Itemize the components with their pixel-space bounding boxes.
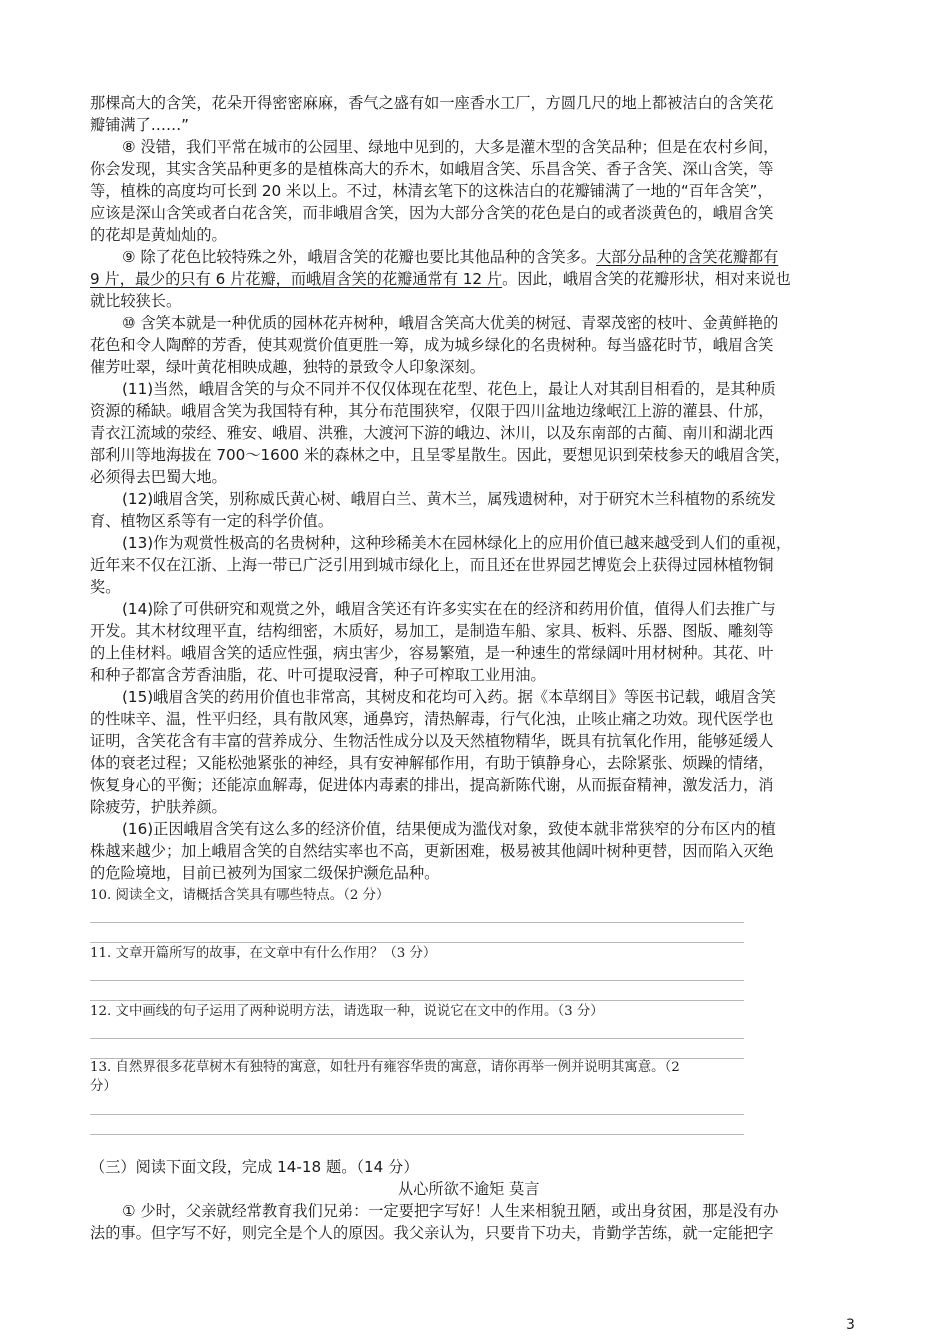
text-line: 资源的稀缺。峨眉含笑为我国特有种，其分布范围狭窄，仅限于四川盆地边缘岷江上游的灌县、什邡，	[90, 402, 774, 420]
text-line: 那棵高大的含笑，花朵开得密密麻麻，香气之盛有如一座香水工厂，方圆几尺的地上都被洁白的含笑花	[90, 94, 774, 112]
text-line: 的上佳材料。峨眉含笑的适应性强，病虫害少，容易繁殖，是一种速生的常绿阔叶用材树种。其花、叶	[90, 644, 774, 662]
question-11: 11. 文章开篇所写的故事，在文章中有什么作用？（3 分）	[90, 946, 437, 961]
text-line: 你会发现，其实含笑品种更多的是植株高大的乔木，如峨眉含笑、乐昌含笑、香子含笑、深山含笑，等	[90, 160, 774, 178]
text-line: 必须得去巴蜀大地。	[90, 468, 227, 486]
page-number: 3	[846, 1317, 855, 1333]
question-12: 12. 文中画线的句子运用了两种说明方法，请选取一种，说说它在文中的作用。（3 分）	[90, 1004, 604, 1019]
question-10: 10. 阅读全文，请概括含笑具有哪些特点。（2 分）	[90, 888, 390, 903]
text-line: ⑩ 含笑本就是一种优质的园林花卉树种，峨眉含笑高大优美的树冠、青翠茂密的枝叶、金黄鲜艳的	[122, 314, 779, 332]
text-line: (11)当然，峨眉含笑的与众不同并不仅仅体现在花型、花色上，最让人对其刮目相看的，是其种质	[122, 380, 776, 398]
text-line: 的危险境地，目前已被列为国家二级保护濒危品种。	[90, 864, 440, 882]
text-line: 催芳吐翠，绿叶黄花相映成趣，独特的景致令人印象深刻。	[90, 358, 485, 376]
text-line: (16)正因峨眉含笑有这么多的经济价值，结果便成为滥伐对象，致使本就非常狭窄的分布区内的植	[122, 820, 776, 838]
question-13-wrap: 分）	[90, 1079, 117, 1094]
text-line: (12)峨眉含笑，别称威氏黄心树、峨眉白兰、黄木兰，属残遗树种，对于研究木兰科植物的系统发	[122, 490, 776, 508]
text-line: (13)作为观赏性极高的名贵树种，这种珍稀美木在园林绿化上的应用价值已越来越受到人们的重视，	[122, 534, 792, 552]
text-span: ⑨ 除了花色比较特殊之外，峨眉含笑的花瓣也要比其他品种的含笑多。	[122, 248, 597, 266]
text-line: 青衣江流域的荥经、雅安、峨眉、洪雅，大渡河下游的峨边、沐川，以及东南部的古蔺、南川和湖北西	[90, 424, 774, 442]
text-line: 法的事。但字写不好，则完全是个人的原因。我父亲认为，只要肯下功夫，肯勤学苦练，就一定能把字	[90, 1224, 774, 1242]
text-line: 的性味辛、温，性平归经，具有散风寒，通鼻窍，清热解毒，行气化浊，止咳止痛之功效。现代医学也	[90, 710, 774, 728]
answer-line[interactable]	[90, 922, 744, 923]
text-line: 育、植物区系等有一定的科学价值。	[90, 512, 333, 530]
text-line: 瓣铺满了……”	[90, 116, 189, 134]
answer-line[interactable]	[90, 980, 744, 981]
text-line: 证明，含笑花含有丰富的营养成分、生物活性成分以及天然植物精华，既具有抗氧化作用，能够延缓人	[90, 732, 774, 750]
article-title: 从心所欲不逾矩 莫言	[398, 1180, 540, 1198]
question-13: 13. 自然界很多花草树木有独特的寓意，如牡丹有雍容华贵的寓意，请你再举一例并说明其寓意。（2	[90, 1060, 680, 1075]
answer-line[interactable]	[90, 1000, 744, 1001]
section-heading: （三）阅读下面文段，完成 14-18 题。（14 分）	[90, 1158, 419, 1176]
text-line: 株越来越少；加上峨眉含笑的自然结实率也不高，更新困难，极易被其他阔叶树种更替，因而陷入灭绝	[90, 842, 774, 860]
text-line: 部利川等地海拔在 700～1600 米的森林之中，且呈零星散生。因此，要想见识到荣枝参天的峨眉含笑，	[90, 446, 790, 464]
text-line: 近年来不仅在江浙、上海一带已广泛引用到城市绿化上，而且还在世界园艺博览会上获得过园林植物铜	[90, 556, 774, 574]
text-span: 。因此，峨眉含笑的花瓣形状，相对来说也	[502, 270, 791, 288]
underlined-sentence: 9 片，最少的只有 6 片花瓣，而峨眉含笑的花瓣通常有 12 片	[90, 270, 503, 288]
answer-line[interactable]	[90, 1038, 744, 1039]
text-line: 应该是深山含笑或者白花含笑，而非峨眉含笑，因为大部分含笑的花色是白的或者淡黄色的，峨眉含笑	[90, 204, 774, 222]
answer-line[interactable]	[90, 1114, 744, 1115]
text-line	[90, 268, 791, 290]
text-line: (14)除了可供研究和观赏之外，峨眉含笑还有许多实实在在的经济和药用价值，值得人们去推广与	[122, 600, 776, 618]
text-line: 和种子都富含芳香油脂，花、叶可提取浸膏，种子可榨取工业用油。	[90, 666, 546, 684]
underlined-sentence: 大部分品种的含笑花瓣都有	[596, 248, 779, 266]
text-line: 就比较狭长。	[90, 292, 182, 310]
text-line: 奖。	[90, 578, 121, 596]
text-line: ⑧ 没错，我们平常在城市的公园里、绿地中见到的，大多是灌木型的含笑品种；但是在农村乡间，	[122, 138, 779, 156]
text-line: 的花却是黄灿灿的。	[90, 226, 227, 244]
answer-line[interactable]	[90, 942, 744, 943]
text-line	[122, 246, 778, 268]
text-line: 花色和令人陶醉的芳香，使其观赏价值更胜一筹，成为城乡绿化的名贵树种。每当盛花时节，峨眉含笑	[90, 336, 774, 354]
text-line: (15)峨眉含笑的药用价值也非常高，其树皮和花均可入药。据《本草纲目》等医书记载，峨眉含笑	[122, 688, 776, 706]
text-line: 体的衰老过程；又能松弛紧张的神经，具有安神解郁作用，有助于镇静身心，去除紧张、烦躁的情绪，	[90, 754, 774, 772]
text-line: 开发。其木材纹理平直，结构细密，木质好，易加工，是制造车船、家具、板料、乐器、图版、雕刻等	[90, 622, 774, 640]
answer-line[interactable]	[90, 1134, 744, 1135]
text-line: ① 少时，父亲就经常教育我们兄弟：一定要把字写好！人生来相貌丑陋，或出身贫困，那是没有办	[122, 1202, 779, 1220]
text-line: 等，植株的高度均可长到 20 米以上。不过，林清玄笔下的这株洁白的花瓣铺满了一地的“百年含笑”，	[90, 182, 773, 200]
text-line: 除疲劳，护肤养颜。	[90, 798, 227, 816]
text-line: 恢复身心的平衡；还能凉血解毒，促进体内毒素的排出，提高新陈代谢，从而振奋精神，激发活力，消	[90, 776, 774, 794]
